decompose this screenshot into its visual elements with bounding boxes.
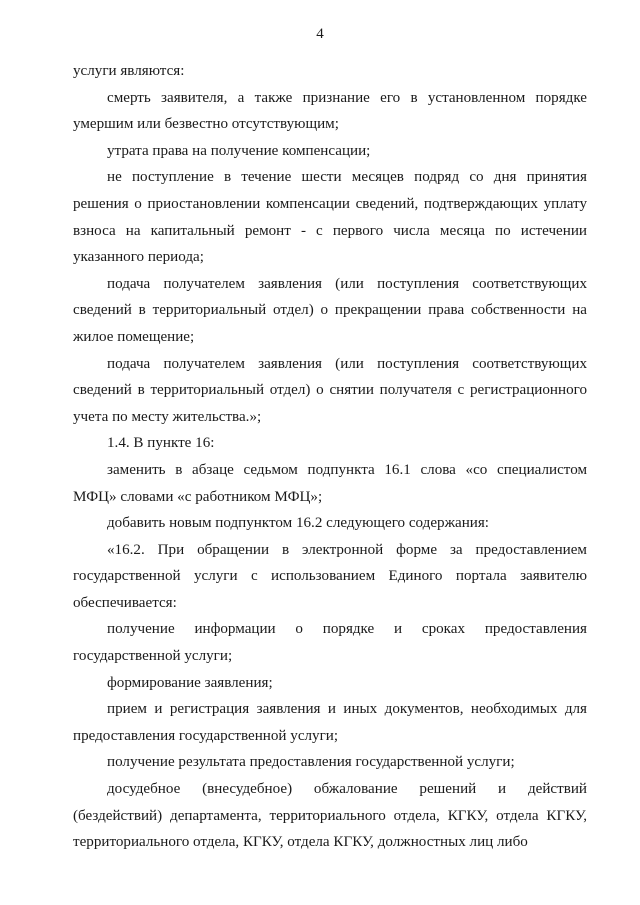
list-item: получение результата предоставления государственной услуги; [107,754,515,771]
paragraph: не поступление в течение шести месяцев подряд со дня принятия решения о приостановлении компенсации сведений, подтверждающих уплату взноса на капитальный ремонт - с первого числа месяца по истечении указанного периода; [73,169,587,266]
paragraph: «16.2. При обращении в электронной форме за предоставлением государственной услуги с использованием Единого портала заявителю обеспечивается: [73,541,587,611]
list-item: получение информации о порядке и сроках предоставления государственной услуги; [73,621,587,665]
page-number: 4 [316,26,324,42]
list-item: досудебное (внесудебное) обжалование решений и действий (бездействий) департамента, территориального отдела, КГКУ, отдела КГКУ, территориального отдела, КГКУ, отдела КГКУ, должностных лиц либо [73,781,587,851]
paragraph: добавить новым подпунктом 16.2 следующего содержания: [107,515,490,532]
list-item: прием и регистрация заявления и иных документов, необходимых для предоставления государственной услуги; [73,701,587,744]
paragraph: заменить в абзаце седьмом подпункта 16.1 слова «со специалистом МФЦ» словами «с работником МФЦ»; [73,461,587,505]
list-item: формирование заявления; [107,674,273,691]
paragraph: подача получателем заявления (или поступления соответствующих сведений в территориальный отдел) о снятии получателя с регистрационного учета по месту жительства.»; [73,355,587,425]
paragraph: услуги являются: [73,63,185,79]
paragraph: утрата права на получение компенсации; [107,142,371,159]
section-heading: 1.4. В пункте 16: [107,435,215,452]
paragraph: смерть заявителя, а также признание его в установленном порядке умершим или безвестно отсутствующим; [73,89,587,133]
paragraph: подача получателем заявления (или поступления соответствующих сведений в территориальный отдел) о прекращении права собственности на жилое помещение; [73,275,587,345]
document-body [73,58,587,856]
